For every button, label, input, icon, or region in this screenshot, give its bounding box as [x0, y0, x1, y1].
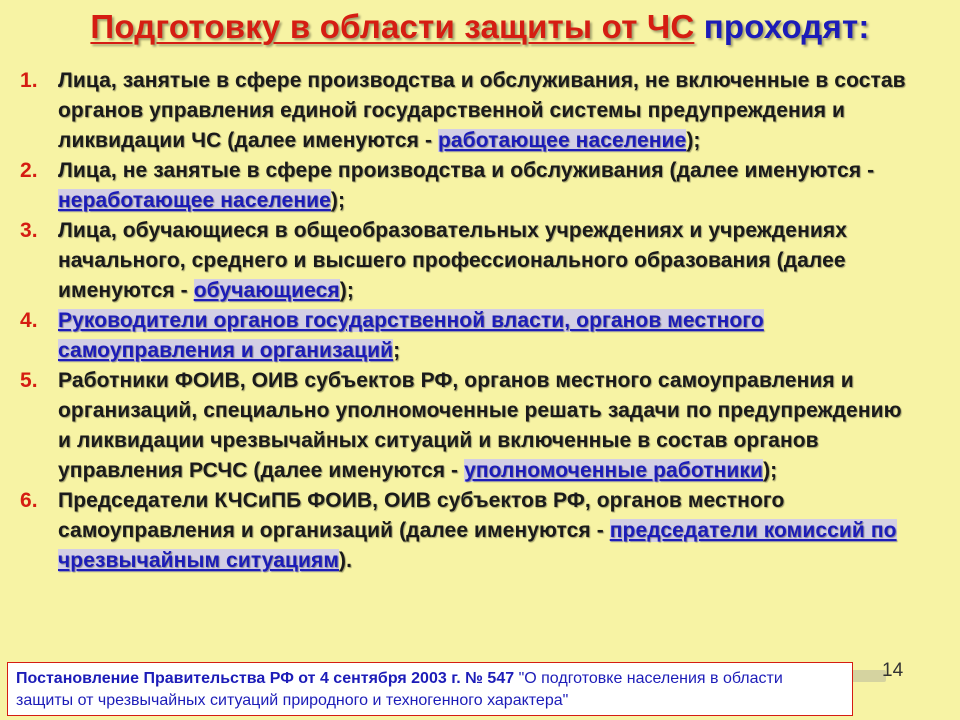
footer-decree: Постановление Правительства РФ от 4 сентября 2003 г. № 547	[16, 670, 515, 687]
item-highlight: неработающее население	[58, 189, 331, 212]
item-tail: );	[763, 459, 778, 482]
item-text: Лица, занятые в сфере производства и обслуживания, не включенные в состав органов управления единой государственной системы предупреждения и ликвидации ЧС (далее именуются -	[58, 69, 906, 152]
item-number: 4.	[20, 309, 38, 332]
item-text: Лица, обучающиеся в общеобразовательных учреждениях и учреждениях начального, среднего и высшего профессионального образования (далее именуются -	[58, 219, 847, 302]
footer-decree-title: "О подготовке населения в области защиты от чрезвычайных ситуаций природного и техногенного характера"	[16, 670, 783, 709]
slide-title	[0, 8, 960, 46]
item-text: Работники ФОИВ, ОИВ субъектов РФ, органов местного самоуправления и организаций, специально уполномоченные решать задачи по предупреждению и ликвидации чрезвычайных ситуаций и включенные в состав органов управления РСЧС (далее именуются -	[58, 369, 902, 482]
item-number: 5.	[20, 369, 38, 392]
item-tail: );	[330, 189, 346, 212]
item-number: 1.	[20, 69, 38, 92]
item-text: Председатели КЧСиПБ ФОИВ, ОИВ субъектов РФ, органов местного самоуправления и организаций (далее именуются -	[58, 489, 785, 542]
item-highlight: обучающиеся	[193, 279, 340, 302]
item-text: Лица, не занятые в сфере производства и обслуживания (далее именуются -	[58, 159, 875, 182]
list-item	[20, 156, 920, 216]
category-list	[20, 66, 920, 576]
source-footer	[7, 662, 853, 716]
list-item	[20, 486, 920, 576]
item-highlight: Руководители органов государственной власти, органов местного самоуправления и организаций	[58, 309, 764, 362]
item-tail: ;	[393, 339, 401, 362]
list-item	[20, 366, 920, 486]
list-item	[20, 216, 920, 306]
item-number: 6.	[20, 489, 38, 512]
item-highlight: работающее население	[437, 129, 687, 152]
item-number: 2.	[20, 159, 38, 182]
list-item	[20, 306, 920, 366]
title-blue-part: проходят:	[703, 8, 870, 45]
item-number: 3.	[20, 219, 38, 242]
list-item	[20, 66, 920, 156]
title-red-part: Подготовку в области защиты от ЧС	[90, 8, 695, 45]
item-highlight: уполномоченные работники	[464, 459, 764, 482]
item-tail: );	[686, 129, 701, 152]
page-number: 14	[882, 660, 904, 681]
item-tail: ).	[339, 549, 353, 572]
item-highlight: председатели комиссий по чрезвычайным ситуациям	[58, 519, 897, 572]
item-tail: );	[339, 279, 354, 302]
